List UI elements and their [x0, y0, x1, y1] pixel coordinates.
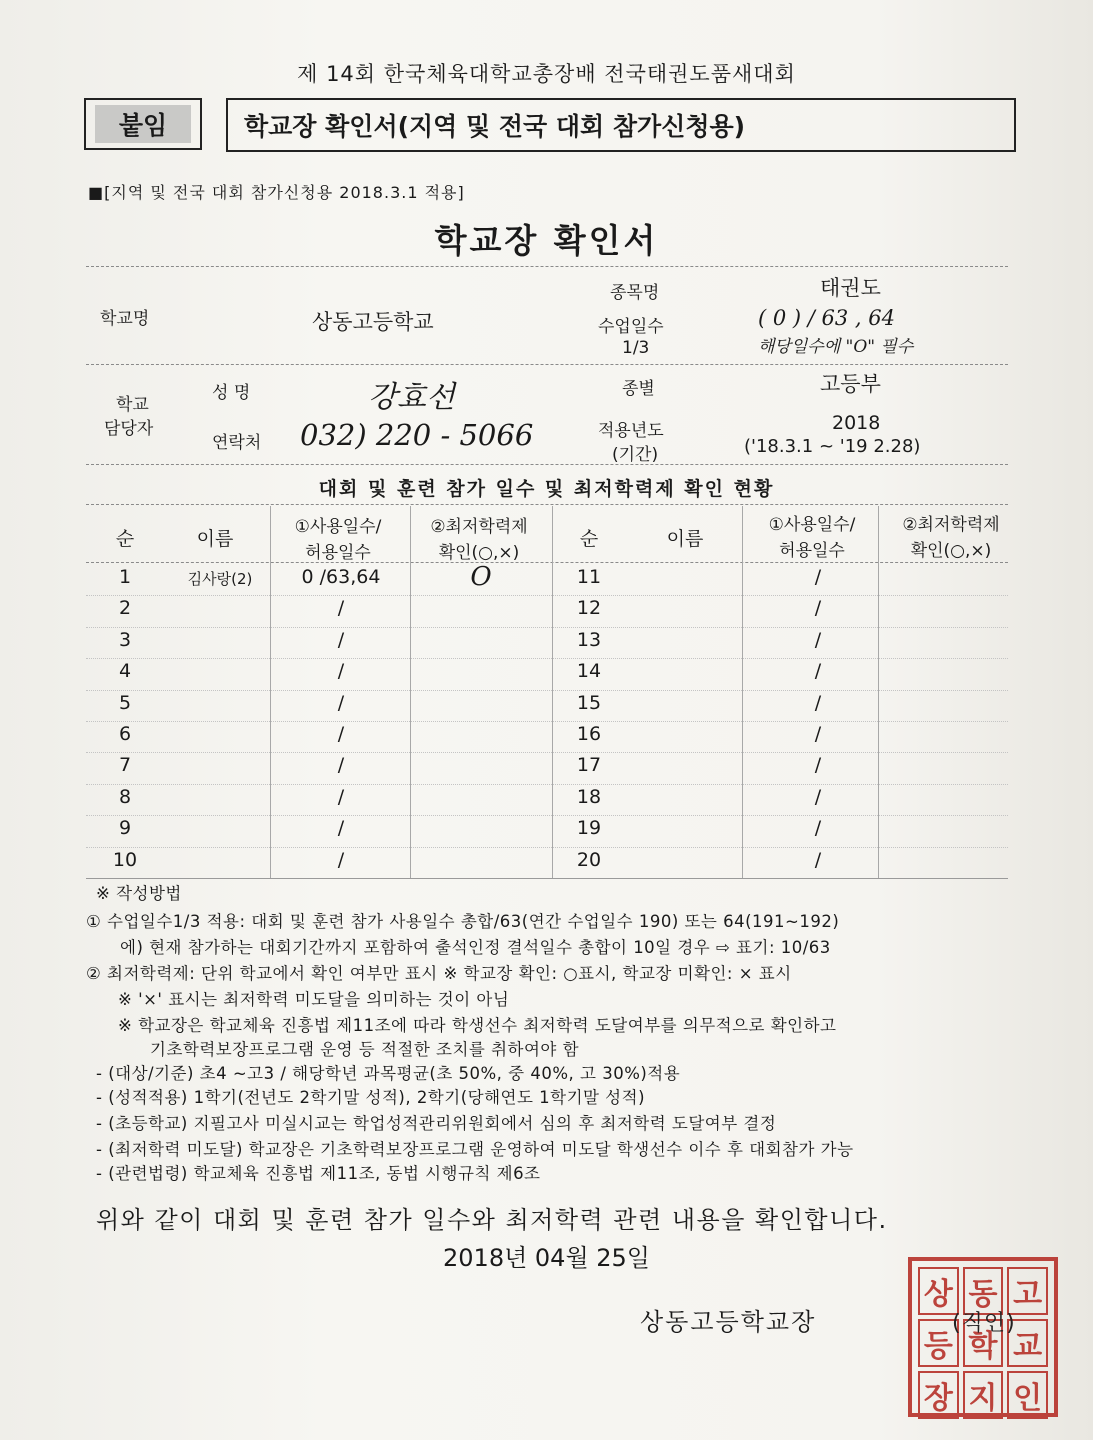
row-no: 4 — [118, 660, 132, 683]
name-label: 성 명 — [212, 383, 251, 403]
row-divider — [86, 595, 1008, 596]
col-min: ②최저학력제 — [430, 517, 528, 537]
divider — [86, 464, 1008, 465]
seal-char: 학 — [963, 1319, 1004, 1367]
row-days-right: / — [814, 754, 822, 777]
issue-date: 2018년 04월 25일 — [443, 1244, 650, 1272]
manager-label-sub: 담당자 — [104, 419, 154, 439]
document-heading: 학교장 확인서(지역 및 전국 대회 참가신청용) — [226, 98, 1016, 152]
attachment-tag-label: 붙임 — [95, 105, 191, 143]
seal-char: 동 — [963, 1267, 1004, 1315]
row-days-right: / — [814, 785, 822, 808]
row-no: 5 — [118, 691, 132, 714]
row-no: 1 — [118, 566, 132, 588]
row-divider — [86, 627, 1008, 628]
year-label: 적용년도 — [598, 421, 664, 441]
note-line: - (초등학교) 지필고사 미실시교는 학업성적관리위원회에서 심의 후 최저학력 도달여부 결정 — [96, 1114, 777, 1133]
manager-label: 학교 — [116, 395, 149, 415]
note-line: - (최저학력 미도달) 학교장은 기초학력보장프로그램 운영하여 미도달 학생선수 이수 후 대회참가 가능 — [96, 1140, 854, 1159]
seal-mark: (직인) — [952, 1311, 1016, 1336]
row-no: 3 — [118, 628, 132, 651]
seal-char: 지 — [963, 1371, 1004, 1419]
apply-note: ■[지역 및 전국 대회 참가신청용 2018.3.1 적용] — [88, 183, 465, 202]
seal-char: 등 — [918, 1319, 959, 1367]
row-days-right: / — [814, 723, 822, 745]
note-line: - (대상/기준) 초4 ~고3 / 해당학년 과목평균(초 50%, 중 40%, 고 30%)적용 — [96, 1064, 681, 1083]
row-days: 0 /63,64 — [301, 566, 381, 588]
col-days-right: ①사용일수/ — [768, 515, 856, 535]
row-days: / — [337, 628, 345, 651]
row-divider — [86, 847, 1008, 848]
row-no-right: 16 — [576, 723, 602, 745]
row-no: 9 — [118, 817, 132, 840]
row-no-right: 19 — [576, 817, 602, 840]
contact-value: 032) 220 - 5066 — [300, 418, 534, 452]
seal-char: 상 — [918, 1267, 959, 1315]
note-line: ※ 작성방법 — [96, 884, 182, 903]
event-value: 태권도 — [820, 276, 881, 300]
row-days: / — [337, 723, 345, 745]
note-line: - (관련법령) 학교체육 진흥법 제11조, 동법 시행규칙 제6조 — [96, 1164, 541, 1183]
seal-char: 장 — [918, 1371, 959, 1419]
row-days-right: / — [814, 817, 822, 840]
col-min-right: ②최저학력제 — [902, 515, 1000, 535]
row-divider — [86, 690, 1008, 691]
contact-label: 연락처 — [212, 433, 262, 453]
row-no-right: 17 — [576, 754, 602, 777]
year-label-sub: (기간) — [612, 445, 659, 465]
row-no-right: 12 — [576, 597, 602, 620]
col-days: ①사용일수/ — [294, 517, 382, 537]
row-days-right: / — [814, 848, 822, 871]
row-days-right: / — [814, 691, 822, 714]
divider — [86, 364, 1008, 365]
class-days-value: ( 0 ) / 63 , 64 — [758, 306, 895, 330]
table-caption: 대회 및 훈련 참가 일수 및 최저학력제 확인 현황 — [318, 478, 775, 500]
row-name: 김사랑(2) — [187, 570, 253, 588]
seal-char: 고 — [1007, 1267, 1048, 1315]
col-min-sub: 확인(○,×) — [438, 543, 520, 563]
row-no-right: 20 — [576, 848, 602, 871]
row-days: / — [337, 785, 345, 808]
row-no: 2 — [118, 597, 132, 620]
confirmation-text: 위와 같이 대회 및 훈련 참가 일수와 최저학력 관련 내용을 확인합니다. — [96, 1206, 888, 1234]
divider — [86, 504, 1008, 505]
event-label: 종목명 — [610, 283, 660, 303]
signer: 상동고등학교장 — [640, 1308, 817, 1336]
col-no-right: 순 — [579, 528, 599, 550]
row-no-right: 15 — [576, 691, 602, 714]
row-no-right: 18 — [576, 785, 602, 808]
col-no: 순 — [115, 528, 135, 550]
row-no-right: 14 — [576, 660, 602, 683]
note-line: ① 수업일수1/3 적용: 대회 및 훈련 참가 사용일수 총합/63(연간 수업일수 190) 또는 64(191~192) — [86, 912, 840, 931]
class-days-note: 해당일수에 "O" 필수 — [758, 337, 914, 357]
year-value: 2018 — [832, 412, 881, 434]
name-value: 강효선 — [368, 380, 455, 415]
note-line: ② 최저학력제: 단위 학교에서 확인 여부만 표시 ※ 학교장 확인: ○표시, 학교장 미확인: × 표시 — [86, 964, 792, 983]
row-days: / — [337, 660, 345, 683]
row-divider — [86, 815, 1008, 816]
attachment-tag — [84, 98, 202, 150]
row-divider — [86, 721, 1008, 722]
row-no: 7 — [118, 754, 132, 777]
row-days: / — [337, 597, 345, 620]
school-label: 학교명 — [100, 309, 150, 329]
note-line: ※ '×' 표시는 최저학력 미도달을 의미하는 것이 아님 — [118, 990, 510, 1009]
col-divider — [742, 506, 743, 878]
col-min-right-sub: 확인(○,×) — [910, 541, 992, 561]
row-days-right: / — [814, 597, 822, 620]
col-divider — [270, 506, 271, 878]
division-label: 종별 — [622, 379, 655, 399]
row-days: / — [337, 848, 345, 871]
row-no: 10 — [112, 848, 138, 871]
row-days: / — [337, 754, 345, 777]
note-line: ※ 학교장은 학교체육 진흥법 제11조에 따라 학생선수 최저학력 도달여부를 의무적으로 확인하고 — [118, 1016, 837, 1035]
row-days: / — [337, 691, 345, 714]
division-value: 고등부 — [820, 372, 881, 396]
class-days-label-sub: 1/3 — [622, 338, 650, 358]
official-seal — [908, 1257, 1058, 1417]
note-line: - (성적적용) 1학기(전년도 2학기말 성적), 2학기(당해연도 1학기말 성적) — [96, 1088, 646, 1107]
note-line: 에) 현재 참가하는 대회기간까지 포함하여 출석인정 결석일수 총합이 10일 경우 ⇨ 표기: 10/63 — [120, 938, 831, 957]
row-no-right: 13 — [576, 628, 602, 651]
class-days-label: 수업일수 — [598, 317, 664, 337]
divider — [86, 266, 1008, 267]
row-days: / — [337, 817, 345, 840]
main-title: 학교장 확인서 — [434, 221, 659, 260]
divider — [86, 878, 1008, 879]
row-divider — [86, 784, 1008, 785]
year-period: ('18.3.1 ~ '19 2.28) — [744, 436, 921, 457]
row-divider — [86, 658, 1008, 659]
row-days-right: / — [814, 660, 822, 683]
col-name-right: 이름 — [666, 528, 704, 550]
school-value: 상동고등학교 — [312, 310, 434, 334]
row-no-right: 11 — [576, 566, 602, 588]
row-days-right: / — [814, 566, 822, 588]
row-days-right: / — [814, 628, 822, 651]
seal-char: 인 — [1007, 1371, 1048, 1419]
seal-char: 교 — [1007, 1319, 1048, 1367]
row-no: 6 — [118, 723, 132, 745]
col-days-right-sub: 허용일수 — [779, 541, 845, 561]
note-line: 기초학력보장프로그램 운영 등 적절한 조치를 취하여야 함 — [150, 1040, 580, 1059]
row-divider — [86, 752, 1008, 753]
row-no: 8 — [118, 785, 132, 808]
col-days-sub: 허용일수 — [305, 543, 371, 563]
col-divider — [552, 506, 553, 878]
row-min: O — [470, 562, 492, 592]
col-name: 이름 — [196, 528, 234, 550]
competition-title: 제 14회 한국체육대학교총장배 전국태권도품새대회 — [297, 62, 796, 86]
